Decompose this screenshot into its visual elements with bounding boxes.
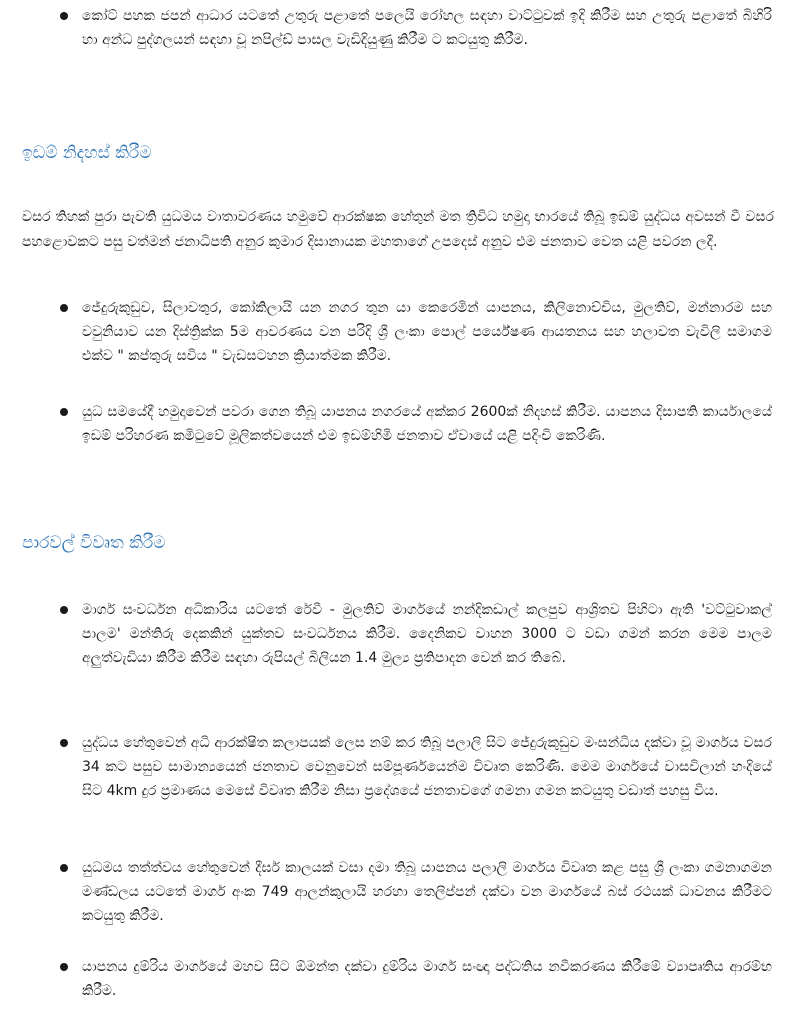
list-item — [60, 856, 772, 928]
list-item — [60, 598, 772, 670]
list-item-text: ජේදුරුකුඩුව, සිලාවතුර, කෝකිලායි යන නගර තුන යා කෙරෙමින් යාපනය, කිලිනොච්චිය, මුලතිව්, මන්නාරම සහ වවුනියාව යන දිස්ත්‍රික්ක 5ම ආවරණය වන පරිදි ශ්‍රී ලංකා පොල් පර්යේෂණ ආයතනය සහ හලාවත වැවිලි සමාගම එක්ව " කප්තුරු සවිය " වැඩසටහන ක්‍රියාත්මක කිරීම. — [82, 300, 772, 364]
bullet-dot — [60, 864, 68, 872]
section-heading-land-release: ඉඩම් නිදහස් කිරීම — [22, 143, 152, 163]
list-item-text: යුධ සමයේදී හමුදාවෙන් පවරා ගෙන තිබූ යාපනය නගරයේ අක්කර 2600ක් නිදහස් කිරීම. යාපනය දිසාපති කාර්යාලයේ ඉඩම් පරිහරණ කමිටුවේ මූලිකත්වයෙන් එම ඉඩම්හිමි ජනතාව ඒවායේ යළි පදිංචි කෙරිණි. — [82, 404, 772, 444]
list-item-text: යුධමය තත්ත්වය හේතුවෙන් දීර්ඝ කාලයක් වසා දමා තිබූ යාපනය පලාලි මාර්ගය විවෘත කළ පසු ශ්‍රී ලංකා ගමනාගමන මණ්ඩලය යටතේ මාර්ග අංක 749 ආලන්කුලායි හරහා තෙලිප්පන් දක්වා වන මාර්ගයේ බස් රථයක් ධාවනය කිරීමට කටයුතු කිරීම. — [82, 860, 772, 924]
list-item-text: කෝට් පහක ජපන් ආධාර යටතේ උතුරු පළාතේ පලෙයි රෝහල සඳහා වාට්ටුවක් ඉදි කිරීම සහ උතුරු පළාතේ බිහිරි හා අන්ධ පුද්ගලයන් සඳහා වූ නපිල්ඩ් පාසල වැඩිදියුණු කිරීම ට කටයුතු කිරීම. — [82, 8, 772, 48]
list-item — [60, 731, 772, 803]
section-paragraph: වසර තිහක් පුරා පැවති යුධමය වාතාවරණය හමුවේ ආරක්ෂක හේතුන් මත ත්‍රිවිධ හමුදා භාරයේ තිබූ ඉඩම් යුද්ධය අවසන් වී වසර පහළොවකට පසු වත්මන් ජනාධිපති අනුර කුමාර දිසානායක මහතාගේ උපදෙස් අනුව එම ජනතාව වෙත යළි පවරන ලදී. — [22, 209, 774, 250]
list-item — [60, 4, 772, 52]
bullet-dot — [60, 304, 68, 312]
bullet-dot — [60, 739, 68, 747]
list-item — [60, 955, 772, 1003]
bullet-dot — [60, 12, 68, 20]
list-item — [60, 296, 772, 368]
bullet-dot — [60, 408, 68, 416]
section-heading-road-opening: පාරවල් විවෘත කිරීම — [22, 533, 166, 553]
bullet-dot — [60, 963, 68, 971]
list-item — [60, 400, 772, 448]
list-item-text: යාපනය දුම්රිය මාර්ගයේ මහව සිට ඕමන්ත දක්වා දුම්රිය මාර්ග සංඥා පද්ධතිය නවීකරණය කිරීමේ ව්‍යාපෘතිය ආරම්භ කිරීම. — [82, 959, 772, 999]
list-item-text: යුද්ධය හේතුවෙන් අධි ආරක්ෂිත කලාපයක් ලෙස නම් කර තිබූ පලාලි සිට ජේදුරුකුඩුව මංසන්ධිය දක්වා වූ මාර්ගය වසර 34 කට පසුව සාමාන්‍යයෙන් ජනතාව වෙනුවෙන් සම්පූර්ණයෙන්ම විවෘත කෙරිණි. මෙම මාර්ගයේ වාසවිලාන් හංදියේ සිට 4km දුර ප්‍රමාණය මෙසේ විවෘත කිරීම නිසා ප්‍රදේශයේ ජනතාවගේ ගමනා ගමන කටයුතු වඩාත් පහසු විය. — [82, 735, 772, 799]
list-item-text: මාර්ග සංවර්ධන අධිකාරිය යටතේ රේවී - මුලතිව් මාර්ගයේ නන්දිකඩාල් කලපුව ආශ්‍රිතව පිහිටා ඇති 'වට්ටුවාකල් පාලම' මන්තිරු දෙකකින් යුක්තව සංවර්ධනය කිරීම. දෛනිකව වාහන 3000 ට වඩා ගමන් කරන මෙම පාලම අලුත්වැඩියා කිරීම කිරීම සඳහා රුපියල් බිලියන 1.4 මුල්‍ය ප්‍රතිපාදන වෙන් කර තිබේ. — [82, 602, 772, 666]
bullet-dot — [60, 606, 68, 614]
